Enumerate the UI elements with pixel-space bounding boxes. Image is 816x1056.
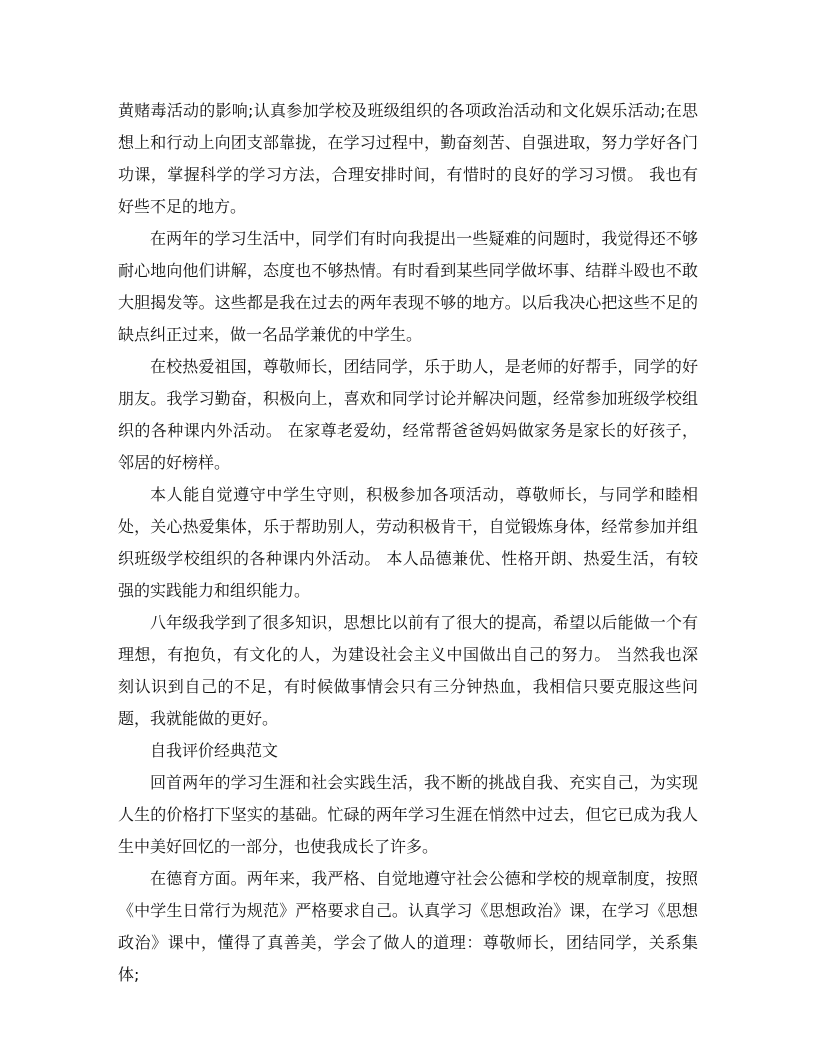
section-heading: 自我评价经典范文 — [150, 741, 279, 760]
paragraph-7: 在德育方面。两年来，我严格、自觉地遵守社会公德和学校的规章制度，按照《中学生日常行为规范》严格要求自己。认真学习《思想政治》课，在学习《思想政治》课中，懂得了真善美，学会了做人的道理：尊敬师长，团结同学，关系集体; — [118, 869, 698, 984]
paragraph-5: 八年级我学到了很多知识，思想比以前有了很大的提高，希望以后能做一个有理想，有抱负，有文化的人，为建设社会主义中国做出自己的努力。 当然我也深刻认识到自己的不足，有时候做事情会只有三分钟热血，我相信只要克服这些问题，我就能做的更好。 — [118, 613, 698, 728]
paragraph-4: 本人能自觉遵守中学生守则，积极参加各项活动，尊敬师长，与同学和睦相处，关心热爱集体，乐于帮助别人，劳动积极肯干，自觉锻炼身体，经常参加并组织班级学校组织的各种课内外活动。 本人品德兼优、性格开朗、热爱生活，有较强的实践能力和组织能力。 — [118, 485, 698, 600]
paragraph-6: 回首两年的学习生涯和社会实践生活，我不断的挑战自我、充实自己，为实现人生的价格打下坚实的基础。忙碌的两年学习生涯在悄然中过去，但它已成为我人生中美好回忆的一部分，也使我成长了许多。 — [118, 773, 698, 856]
paragraph-3: 在校热爱祖国，尊敬师长，团结同学，乐于助人，是老师的好帮手，同学的好朋友。我学习勤奋，积极向上，喜欢和同学讨论并解决问题，经常参加班级学校组织的各种课内外活动。 在家尊老爱幼，经常帮爸爸妈妈做家务是家长的好孩子，邻居的好榜样。 — [118, 357, 698, 472]
paragraph-2: 在两年的学习生活中，同学们有时向我提出一些疑难的问题时，我觉得还不够耐心地向他们讲解，态度也不够热情。有时看到某些同学做坏事、结群斗殴也不敢大胆揭发等。这些都是我在过去的两年表现不够的地方。以后我决心把这些不足的缺点纠正过来，做一名品学兼优的中学生。 — [118, 229, 698, 344]
paragraph-1: 黄赌毒活动的影响;认真参加学校及班级组织的各项政治活动和文化娱乐活动;在思想上和行动上向团支部靠拢，在学习过程中，勤奋刻苦、自强进取，努力学好各门功课，掌握科学的学习方法，合理安排时间，有惜时的良好的学习习惯。 我也有好些不足的地方。 — [118, 101, 698, 216]
document-page — [118, 95, 698, 991]
